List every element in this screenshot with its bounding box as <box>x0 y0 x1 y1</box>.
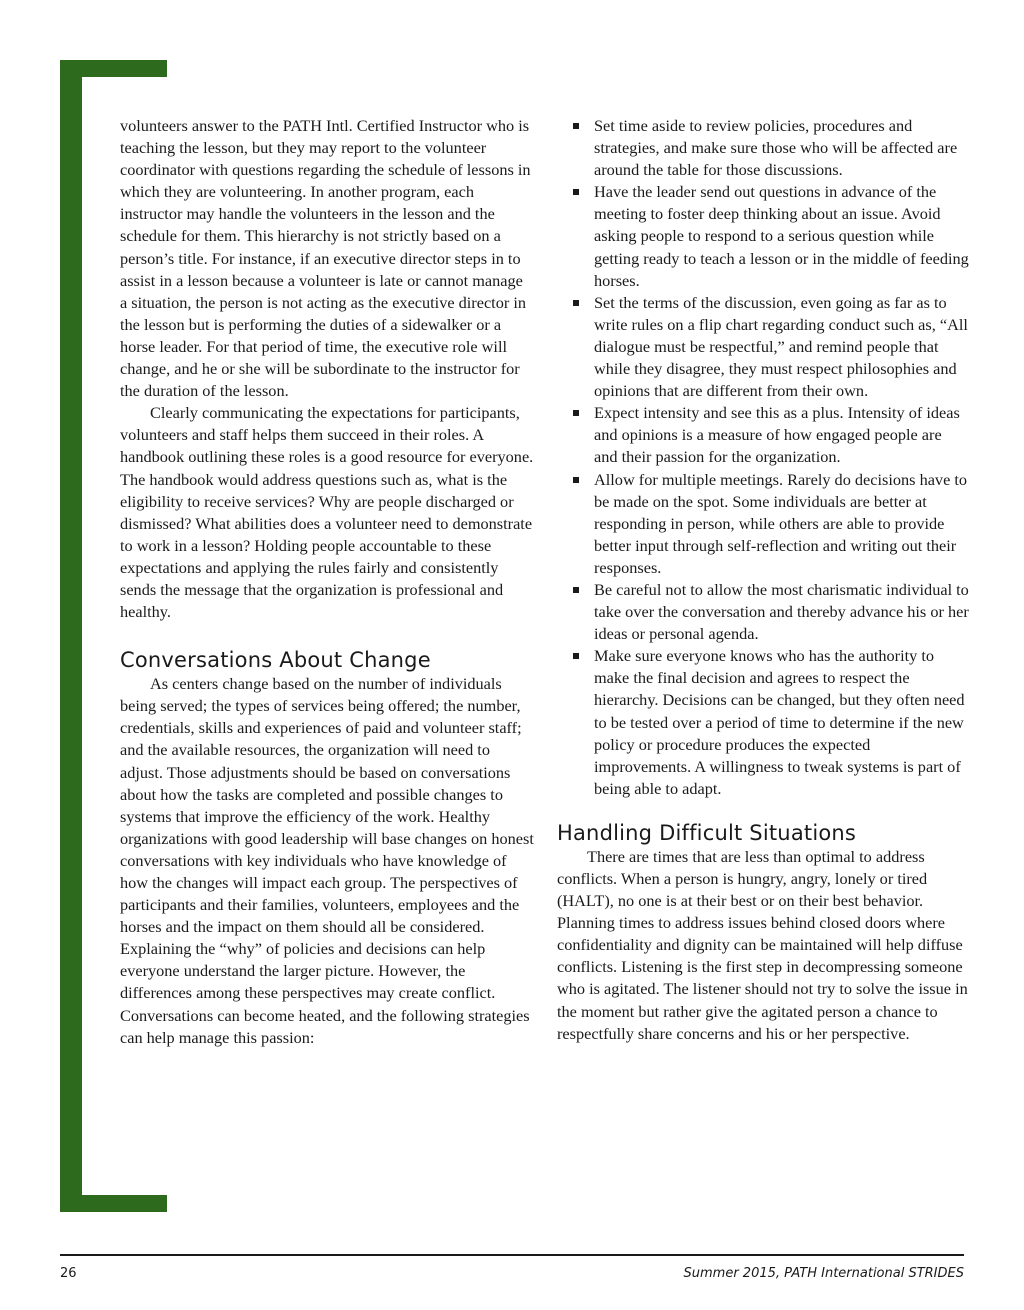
body-paragraph-4: There are times that are less than optimal to address conflicts. When a person is hungry, angry, lonely or tired (HALT), no one is at their best or on their best behavior. Planning times to address issues behind closed doors where confidentiality and dignity can be maintained will help diffuse conflicts. Listening is the first step in decompressing someone who is agitated. The listener should not try to solve the issue in the moment but rather give the agitated person a chance to respectfully share concerns and his or her perspective. <box>557 846 968 1043</box>
list-item <box>557 292 969 402</box>
strategies-list <box>557 115 969 800</box>
list-item-text: Make sure everyone knows who has the authority to make the final decision and agrees to respect the hierarchy. Decisions can be changed, but they often need to be tested over a period of time to determine if the new policy or procedure produces the expected improvements. A willingness to tweak systems is part of being able to adapt. <box>594 646 965 798</box>
right-column <box>557 115 969 1045</box>
publication-title: Summer 2015, PATH International STRIDES <box>683 1266 964 1281</box>
decorative-bracket-top <box>60 60 167 77</box>
list-item <box>557 402 969 468</box>
list-item-text: Have the leader send out questions in advance of the meeting to foster deep thinking about an issue. Avoid asking people to respond to a serious question while getting ready to teach a lesson or in the middle of feeding horses. <box>594 182 969 290</box>
list-item <box>557 469 969 579</box>
section-heading-conversations-about-change: Conversations About Change <box>120 648 431 673</box>
list-item-text: Set the terms of the discussion, even going as far as to write rules on a flip chart regarding conduct such as, “All dialogue must be respectful,” and remind people that while they disagree, they must respect philosophies and opinions that are different from their own. <box>594 292 968 401</box>
list-item <box>557 645 969 800</box>
footer-divider <box>60 1254 964 1256</box>
decorative-bracket-bottom <box>60 1195 167 1212</box>
body-paragraph-1: volunteers answer to the PATH Intl. Certified Instructor who is teaching the lesson, but they may report to the volunteer coordinator with questions regarding the schedule of lessons in which they are volunteering. In another program, each instructor may handle the volunteers in the lesson and the schedule for them. This hierarchy is not strictly based on a person’s title. For instance, if an executive director steps in to assist in a lesson because a volunteer is late or cannot manage a situation, the person is not acting as the executive director in the lesson but is performing the duties of a sidewalker or a horse leader. For that period of time, the executive role will change, and he or she will be subordinate to the instructor for the duration of the lesson. <box>120 116 531 401</box>
page-number: 26 <box>60 1266 77 1281</box>
square-bullet-icon <box>573 300 579 306</box>
left-column <box>120 115 534 1049</box>
list-item-text: Allow for multiple meetings. Rarely do decisions have to be made on the spot. Some individuals are better at responding in person, while others are able to provide better input through self-reflection and writing out their responses. <box>594 469 968 577</box>
body-paragraph-2: Clearly communicating the expectations for participants, volunteers and staff helps them succeed in their roles. A handbook outlining these roles is a good resource for everyone. The handbook would address questions such as, what is the eligibility to receive services? Why are people discharged or dismissed? What abilities does a volunteer need to demonstrate to work in a lesson? Holding people accountable to these expectations and applying the rules fairly and consistently sends the message that the organization is professional and healthy. <box>120 403 534 622</box>
square-bullet-icon <box>573 477 579 483</box>
decorative-bracket-vertical <box>60 60 82 1212</box>
square-bullet-icon <box>573 653 579 659</box>
list-item-text: Be careful not to allow the most charismatic individual to take over the conversation and thereby advance his or her ideas or personal agenda. <box>594 579 969 644</box>
section-heading-handling-difficult-situations: Handling Difficult Situations <box>557 820 857 845</box>
square-bullet-icon <box>573 123 579 129</box>
square-bullet-icon <box>573 189 579 195</box>
square-bullet-icon <box>573 587 579 593</box>
square-bullet-icon <box>573 410 579 416</box>
body-paragraph-3: As centers change based on the number of individuals being served; the types of services being offered; the number, credentials, skills and experiences of paid and volunteer staff; and the available resources, the organization will need to adjust. Those adjustments should be based on conversations about how the tasks are completed and possible changes to systems that improve the efficiency of the work. Healthy organizations with good leadership will base changes on honest conversations with key individuals who have knowledge of how the changes will impact each group. The perspectives of participants and their families, volunteers, employees and the horses and the impact on them should all be considered. Explaining the “why” of policies and decisions can help everyone understand the larger picture. However, the differences among these perspectives may create conflict. Conversations can become heated, and the following strategies can help manage this passion: <box>120 674 534 1047</box>
list-item <box>557 115 969 181</box>
list-item-text: Set time aside to review policies, procedures and strategies, and make sure those who will be affected are around the table for those discussions. <box>594 116 958 180</box>
list-item <box>557 579 969 645</box>
list-item-text: Expect intensity and see this as a plus. Intensity of ideas and opinions is a measure of how engaged people are and their passion for the organization. <box>594 403 960 467</box>
list-item <box>557 181 969 291</box>
